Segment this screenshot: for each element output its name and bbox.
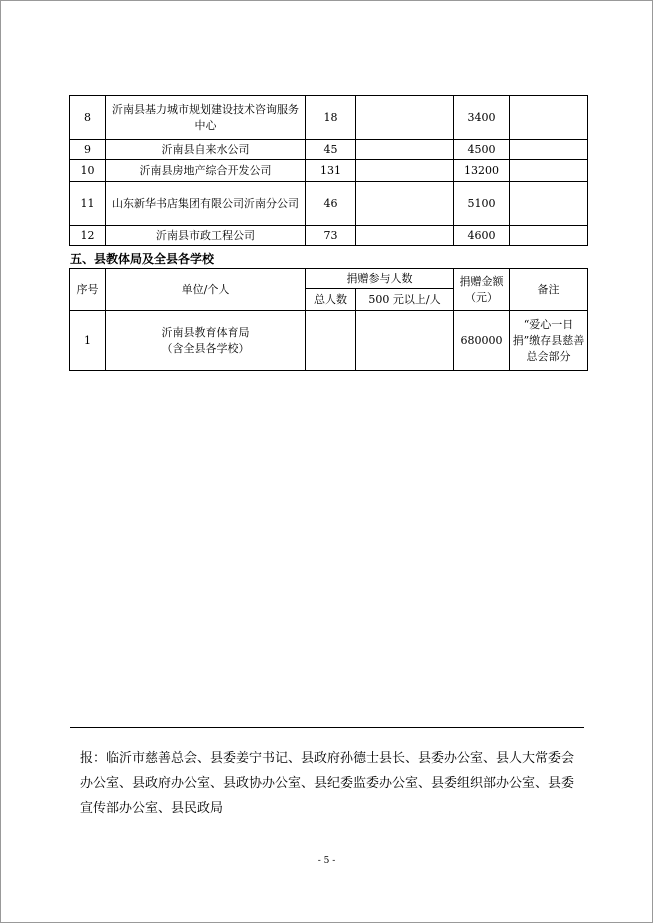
donation-amount: 680000 xyxy=(454,311,510,371)
education-donation-table xyxy=(69,268,588,371)
total-participants: 46 xyxy=(306,182,356,226)
donation-amount: 5100 xyxy=(454,182,510,226)
total-participants: 45 xyxy=(306,140,356,160)
unit-name: 沂南县房地产综合开发公司 xyxy=(106,160,306,182)
footer-divider xyxy=(70,727,584,728)
unit-name: 山东新华书店集团有限公司沂南分公司 xyxy=(106,182,306,226)
table-row xyxy=(70,96,588,140)
header-unit: 单位/个人 xyxy=(106,269,306,311)
row-number: 11 xyxy=(70,182,106,226)
row-number: 8 xyxy=(70,96,106,140)
header-over-500: 500 元以上/人 xyxy=(356,289,454,311)
unit-name-note: （含全县各学校） xyxy=(161,341,250,355)
row-number: 9 xyxy=(70,140,106,160)
over-500-participants xyxy=(356,182,454,226)
donation-amount: 4600 xyxy=(454,226,510,246)
header-number: 序号 xyxy=(70,269,106,311)
table-row xyxy=(70,182,588,226)
over-500-participants xyxy=(356,311,454,371)
total-participants: 131 xyxy=(306,160,356,182)
table-row xyxy=(70,226,588,246)
unit-name: 沂南县基力城市规划建设技术咨询服务中心 xyxy=(106,96,306,140)
remark xyxy=(510,226,588,246)
header-remark: 备注 xyxy=(510,269,588,311)
over-500-participants xyxy=(356,160,454,182)
report-recipients: 报：临沂市慈善总会、县委姜宁书记、县政府孙德士县长、县委办公室、县人大常委会办公室、县政府办公室、县政协办公室、县纪委监委办公室、县委组织部办公室、县委宣传部办公室、县民政局 xyxy=(80,751,575,816)
donation-amount: 3400 xyxy=(454,96,510,140)
header-participants: 捐赠参与人数 xyxy=(306,269,454,289)
donation-amount: 13200 xyxy=(454,160,510,182)
unit-name: 沂南县市政工程公司 xyxy=(106,226,306,246)
table-row xyxy=(70,160,588,182)
total-participants: 18 xyxy=(306,96,356,140)
over-500-participants xyxy=(356,226,454,246)
remark xyxy=(510,182,588,226)
remark: “爱心一日捐”缴存县慈善总会部分 xyxy=(510,311,588,371)
remark xyxy=(510,160,588,182)
remark xyxy=(510,96,588,140)
page-number: - 5 - xyxy=(317,856,336,866)
donation-amount: 4500 xyxy=(454,140,510,160)
header-amount: 捐赠金额（元） xyxy=(454,269,510,311)
table-row xyxy=(70,140,588,160)
remark xyxy=(510,140,588,160)
row-number: 10 xyxy=(70,160,106,182)
row-number: 1 xyxy=(70,311,106,371)
section-title: 五、县教体局及全县各学校 xyxy=(70,252,215,266)
unit-name xyxy=(106,311,306,371)
total-participants: 73 xyxy=(306,226,356,246)
unit-name: 沂南县自来水公司 xyxy=(106,140,306,160)
total-participants xyxy=(306,311,356,371)
header-row xyxy=(70,269,588,289)
donation-table-continued xyxy=(69,95,588,246)
header-total: 总人数 xyxy=(306,289,356,311)
row-number: 12 xyxy=(70,226,106,246)
unit-name-line: 沂南县教育体育局 xyxy=(161,325,250,339)
over-500-participants xyxy=(356,140,454,160)
table-row xyxy=(70,311,588,371)
over-500-participants xyxy=(356,96,454,140)
